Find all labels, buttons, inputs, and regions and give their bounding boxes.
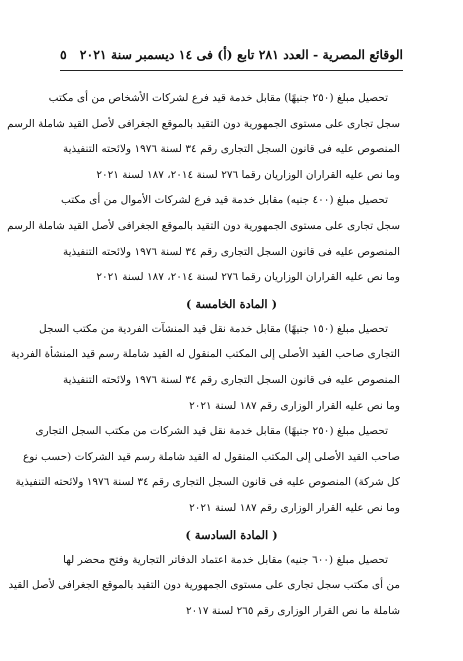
text-line: تحصيل مبلغ (٦٠٠ جنيه) مقابل خدمة اعتماد الدفاتر التجارية وفتح محضر لها (63, 553, 388, 566)
text-line: كل شركة) المنصوص عليه فى قانون السجل التجارى رقم ٣٤ لسنة ١٩٧٦ ولائحته التنفيذية (15, 476, 400, 489)
text-line: المنصوص عليه فى قانون السجل التجارى رقم ٣٤ لسنة ١٩٧٦ ولائحته التنفيذية (63, 245, 400, 258)
document-body (7, 86, 400, 624)
text-line: تحصيل مبلغ (٢٥٠ جنيهًا) مقابل خدمة قيد فرع لشركات الأشخاص من أى مكتب (48, 92, 388, 104)
text-line: من أى مكتب سجل تجارى على مستوى الجمهورية دون التقيد بالموقع الجغرافى لأصل القيد (8, 579, 400, 592)
text-line: المنصوص عليه فى قانون السجل التجارى رقم ٣٤ لسنة ١٩٧٦ ولائحته التنفيذية (63, 373, 400, 386)
text-line: شاملة ما نص القرار الوزارى رقم ٢٦٥ لسنة ٢٠١٧ (186, 604, 400, 617)
paragraph-ledger-approval (8, 548, 400, 625)
article-six-heading: ( المادة السادسة ) (185, 527, 278, 542)
text-line: التجارى صاحب القيد الأصلى إلى المكتب المنقول له القيد شاملة رسم قيد المنشأة الفردية (10, 348, 400, 361)
text-line: المنصوص عليه فى قانون السجل التجارى رقم ٣٤ لسنة ١٩٧٦ ولائحته التنفيذية (63, 143, 400, 156)
page-header (60, 42, 403, 66)
text-line: تحصيل مبلغ (١٥٠ جنيهًا) مقابل خدمة نقل قيد المنشآت الفردية من مكتب السجل (39, 322, 388, 335)
paragraph-branch-capital-companies (7, 188, 400, 290)
text-line: تحصيل مبلغ (٤٠٠ جنيه) مقابل خدمة قيد فرع لشركات الأموال من أى مكتب (60, 194, 388, 207)
text-line: وما نص عليه القراران الوزاريان رقما ٢٧٦ لسنة ٢٠١٤، ١٨٧ لسنة ٢٠٢١ (96, 271, 400, 284)
header-divider (60, 70, 403, 71)
header-title: الوقائع المصرية - العدد ٢٨١ تابع (أ) فى ١٤ ديسمبر سنة ٢٠٢١ (79, 46, 403, 62)
paragraph-transfer-companies (15, 419, 400, 521)
paragraph-transfer-sole-proprietorship (10, 317, 400, 419)
text-line: وما نص عليه القراران الوزاريان رقما ٢٧٦ لسنة ٢٠١٤، ١٨٧ لسنة ٢٠٢١ (96, 168, 400, 181)
text-line: تحصيل مبلغ (٢٥٠ جنيهًا) مقابل خدمة نقل قيد الشركات من مكتب السجل التجارى (35, 425, 388, 438)
text-line: وما نص عليه القرار الوزارى رقم ١٨٧ لسنة ٢٠٢١ (189, 399, 400, 412)
text-line: سجل تجارى على مستوى الجمهورية دون التقيد بالموقع الجغرافى لأصل القيد شاملة الرسم (7, 219, 400, 232)
text-line: صاحب القيد الأصلى إلى المكتب المنقول له القيد شاملة رسم قيد الشركات (حسب نوع (23, 450, 400, 463)
article-five-heading: ( المادة الخامسة ) (185, 296, 278, 311)
page-number: ٥ (60, 46, 67, 62)
paragraph-branch-partnerships (7, 86, 400, 188)
text-line: سجل تجارى على مستوى الجمهورية دون التقيد بالموقع الجغرافى لأصل القيد شاملة الرسم (7, 117, 400, 130)
text-line: وما نص عليه القرار الوزارى رقم ١٨٧ لسنة ٢٠٢١ (189, 501, 400, 514)
